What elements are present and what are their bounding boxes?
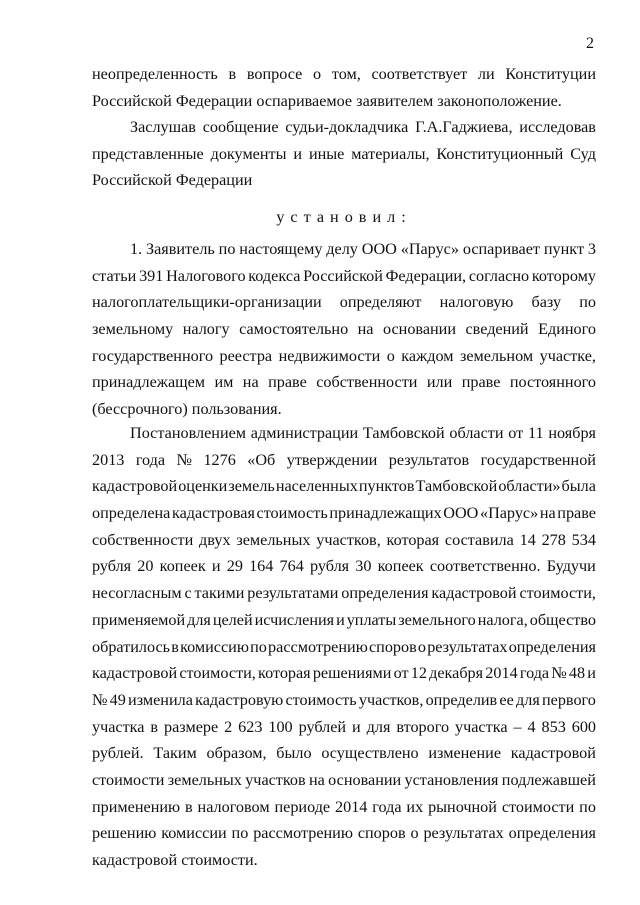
paragraph (92, 236, 596, 423)
text-line: налогоплательщики-организации определяют налоговую базу по (92, 293, 596, 312)
text-line: Российской Федерации оспариваемое заявителем законоположение. (92, 91, 562, 110)
paragraph (92, 420, 596, 874)
text-line: представленные документы и иные материалы, Конституционный Суд (92, 144, 596, 163)
text-line: 2013 года № 1276 «Об утверждении результатов государственной (92, 450, 596, 469)
text-line: собственности двух земельных участков, которая составила 14 278 534 (92, 530, 596, 549)
text-line: несогласным с такими результатами определения кадастровой стоимости, (92, 584, 596, 603)
text-line: кадастровой стоимости. (92, 851, 258, 869)
text-line: (бессрочного) пользования. (92, 400, 282, 419)
text-line: участка в размере 2 623 100 рублей и для второго участка – 4 853 600 (92, 717, 596, 736)
text-line: определена кадастровая стоимость принадлежащих ООО «Парус» на праве (92, 504, 596, 523)
text-line: рубля 20 копеек и 29 164 764 рубля 30 копеек соответственно. Будучи (92, 557, 596, 576)
text-line: государственного реестра недвижимости о каждом земельном участке, (92, 346, 596, 365)
text-line: № 49 изменила кадастровую стоимость участков, определив ее для первого (92, 690, 596, 709)
section-heading: установил: (276, 208, 412, 226)
text-line: Заслушав сообщение судьи-докладчика Г.А.Гаджиева, исследовав (130, 118, 596, 136)
text-line: Российской Федерации (92, 171, 253, 190)
text-line: статьи 391 Налогового кодекса Российской Федерации, согласно которому (92, 266, 596, 285)
text-line: кадастровой оценки земель населенных пунктов Тамбовской области» была (92, 477, 596, 496)
text-line: стоимости земельных участков на основании установления подлежавшей (92, 770, 596, 789)
text-line: Постановлением администрации Тамбовской области от 11 ноября (130, 424, 596, 442)
text-line: неопределенность в вопросе о том, соответствует ли Конституции (92, 65, 596, 83)
text-line: 1. Заявитель по настоящему делу ООО «Парус» оспаривает пункт 3 (130, 240, 596, 258)
text-line: решению комиссии по рассмотрению споров о результатах определения (92, 824, 596, 843)
text-line: применению в налоговом периоде 2014 года их рыночной стоимости по (92, 797, 596, 816)
text-line: рублей. Таким образом, было осуществлено изменение кадастровой (92, 744, 596, 763)
text-line: обратилось в комиссию по рассмотрению споров о результатах определения (92, 637, 596, 656)
text-line: кадастровой стоимости, которая решениями от 12 декабря 2014 года № 48 и (92, 664, 596, 683)
paragraph (92, 61, 596, 114)
text-line: применяемой для целей исчисления и уплаты земельного налога, общество (92, 610, 596, 629)
page-number: 2 (586, 35, 594, 52)
text-line: земельному налогу самостоятельно на основании сведений Единого (92, 320, 596, 339)
text-line: принадлежащем им на праве собственности или праве постоянного (92, 373, 596, 392)
paragraph (92, 114, 596, 194)
